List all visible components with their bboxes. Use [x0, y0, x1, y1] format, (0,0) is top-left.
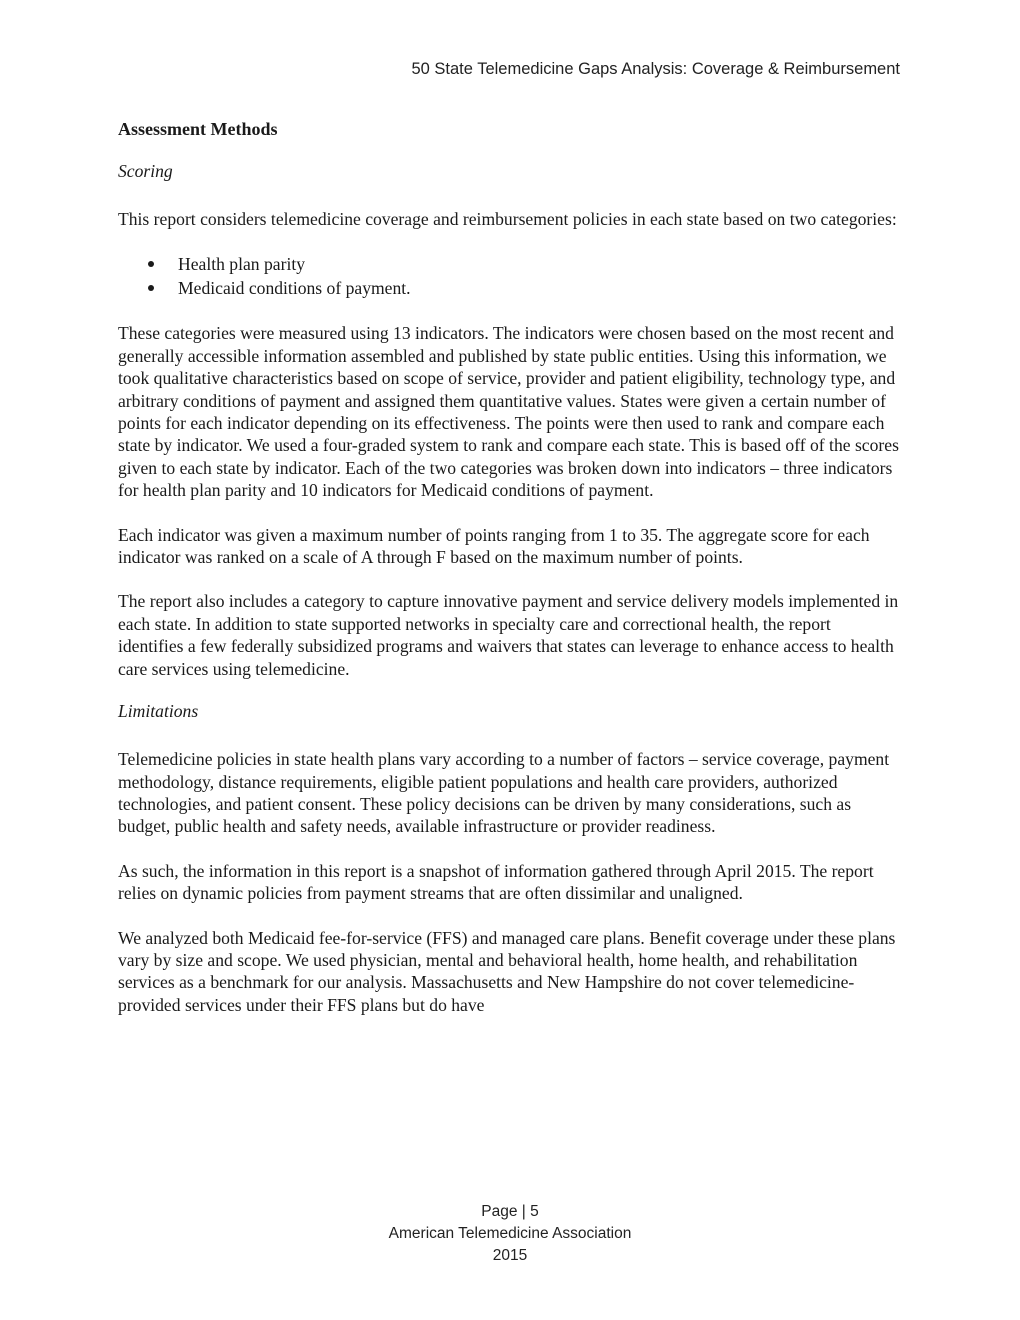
snapshot-paragraph: As such, the information in this report is a snapshot of information gathered through April 2015. The report relies on dynamic policies from payment streams that are often dissimilar and unaligned.	[118, 860, 874, 904]
section-heading: Assessment Methods	[118, 119, 278, 139]
bullet-dot-icon	[148, 285, 154, 291]
scoring-subheading: Scoring	[118, 161, 173, 181]
document-body	[118, 118, 900, 1016]
bullet-item	[118, 276, 900, 300]
bullet-text: Health plan parity	[178, 254, 306, 275]
page-footer	[0, 1201, 1020, 1267]
medicaid-analysis-paragraph: We analyzed both Medicaid fee-for-service (FFS) and managed care plans. Benefit coverage under these plans vary by size and scope. We used physician, mental and behavioral health, home health, and rehabilitation services as a benchmark for our analysis. Massachusetts and New Hampshire do not cover telemedicine-provided services under their FFS plans but do have	[118, 927, 896, 1015]
indicators-paragraph: These categories were measured using 13 indicators. The indicators were chosen based on the most recent and generally accessible information assembled and published by state public entities. Using this information, we took qualitative characteristics based on scope of service, provider and patient eligibility, technology type, and arbitrary conditions of payment and assigned them quantitative values. States were given a certain number of points for each indicator depending on its effectiveness. The points were then used to rank and compare each state by indicator. We used a four-graded system to rank and compare each state. This is based off of the scores given to each state by indicator. Each of the two categories was broken down into indicators – three indicators for health plan parity and 10 indicators for Medicaid conditions of payment.	[118, 323, 899, 501]
scoring-intro-paragraph: This report considers telemedicine coverage and reimbursement policies in each state based on two categories:	[118, 209, 897, 229]
bullet-item	[118, 252, 900, 276]
policies-vary-paragraph: Telemedicine policies in state health plans vary according to a number of factors – service coverage, payment methodology, distance requirements, eligible patient populations and health care providers, authorized technologies, and patient consent. These policy decisions can be driven by many considerations, such as budget, public health and safety needs, available infrastructure or provider readiness.	[118, 749, 890, 837]
points-paragraph: Each indicator was given a maximum number of points ranging from 1 to 35. The aggregate score for each indicator was ranked on a scale of A through F based on the maximum number of points.	[118, 524, 870, 568]
footer-organization: American Telemedicine Association	[388, 1225, 632, 1242]
limitations-subheading: Limitations	[118, 701, 199, 722]
running-header: 50 State Telemedicine Gaps Analysis: Coverage & Reimbursement	[411, 60, 900, 78]
page-number: Page | 5	[481, 1203, 539, 1220]
category-bullet-list	[118, 252, 900, 300]
footer-year: 2015	[492, 1247, 528, 1264]
bullet-text: Medicaid conditions of payment.	[178, 278, 411, 299]
innovative-models-paragraph: The report also includes a category to capture innovative payment and service delivery models implemented in each state. In addition to state supported networks in specialty care and correctional health, the report identifies a few federally subsidized programs and waivers that states can leverage to enhance access to health care services using telemedicine.	[118, 591, 899, 679]
bullet-dot-icon	[148, 261, 154, 267]
